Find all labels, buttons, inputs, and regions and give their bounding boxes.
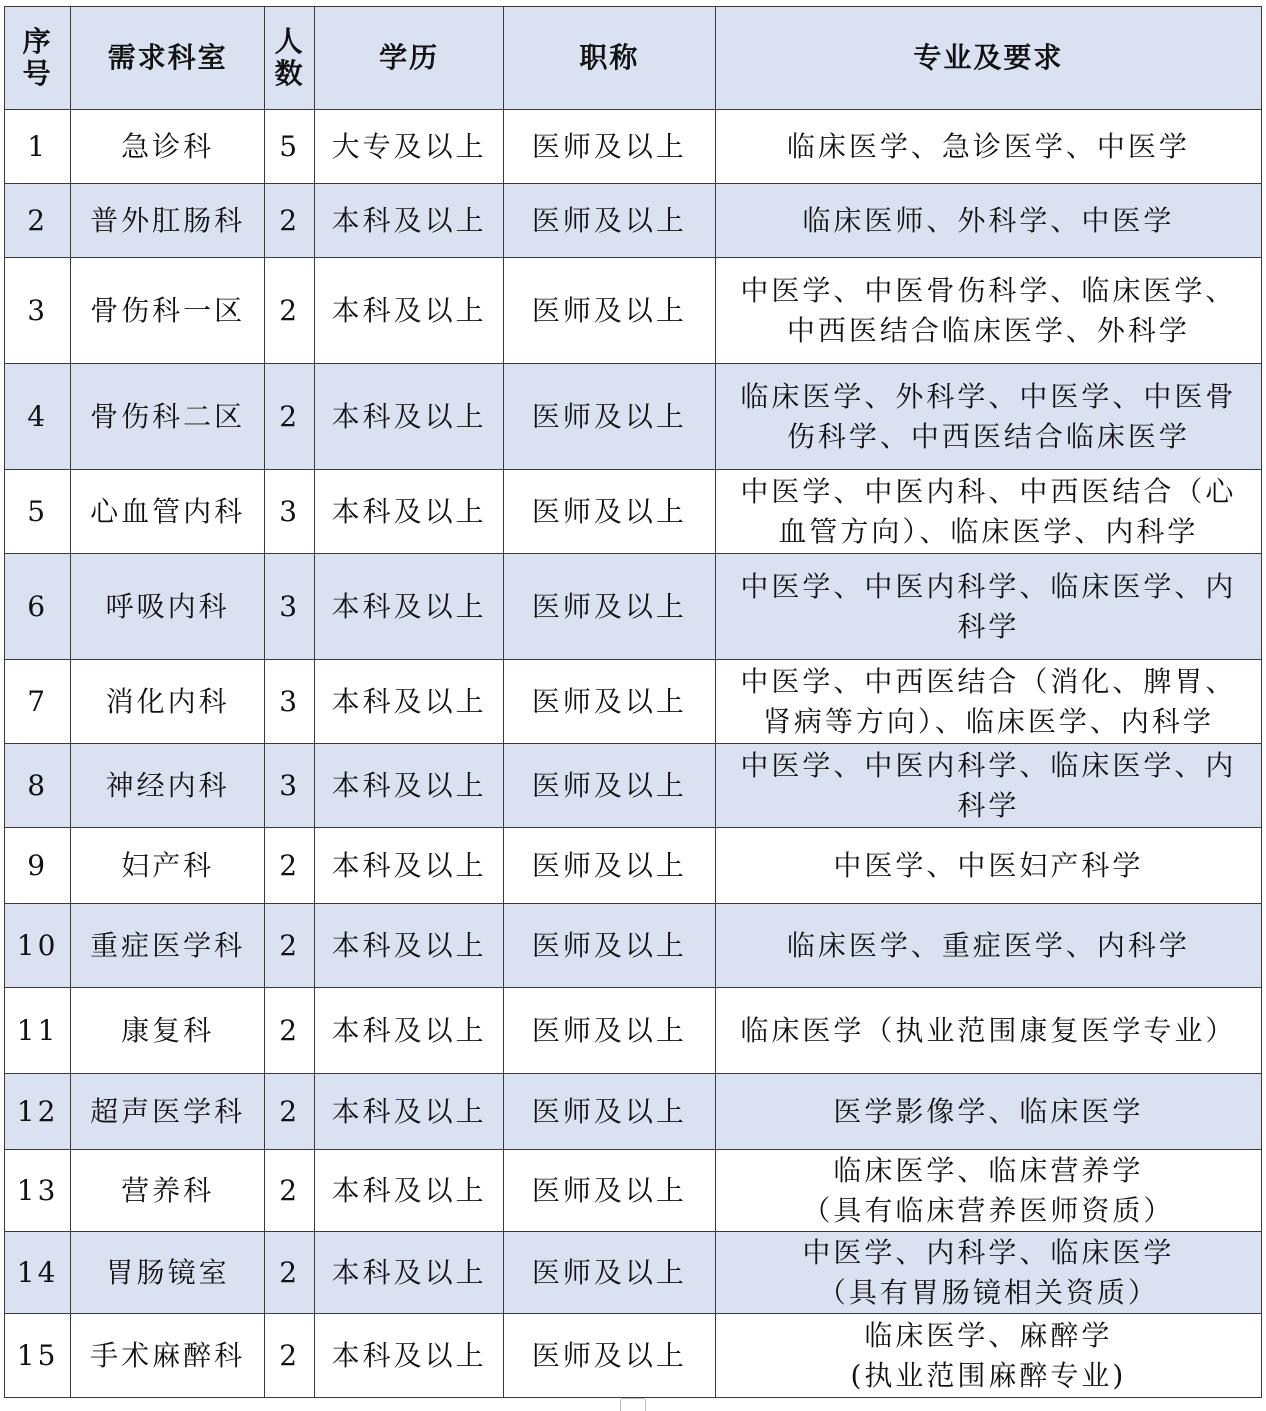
dept-cell: 康复科 (71, 988, 265, 1074)
table-row (5, 1232, 1262, 1314)
major-line: 中医学、中西医结合（消化、脾胃、 (740, 664, 1237, 698)
major-line: 伤科学、中西医结合临床医学 (786, 419, 1190, 453)
education-cell: 本科及以上 (315, 1314, 504, 1398)
row-index-cell: 2 (5, 184, 71, 258)
count-cell: 3 (265, 744, 315, 828)
major-line: 医学影像学、临床医学 (833, 1094, 1144, 1128)
education-cell: 本科及以上 (315, 364, 504, 470)
table-row (5, 744, 1262, 828)
dept-cell: 普外肛肠科 (71, 184, 265, 258)
major-line: 中医学、中医妇产科学 (833, 848, 1144, 882)
education-cell: 本科及以上 (315, 988, 504, 1074)
row-index-cell: 7 (5, 660, 71, 744)
row-index-cell: 4 (5, 364, 71, 470)
dept-cell: 呼吸内科 (71, 554, 265, 660)
education-cell: 本科及以上 (315, 904, 504, 988)
count-cell: 3 (265, 554, 315, 660)
row-index-cell: 15 (5, 1314, 71, 1398)
major-cell (715, 554, 1261, 660)
row-index-cell: 8 (5, 744, 71, 828)
title-cell: 医师及以上 (503, 1150, 715, 1232)
major-line: 中医学、中医内科学、临床医学、内 (740, 569, 1237, 603)
education-cell: 本科及以上 (315, 1232, 504, 1314)
title-cell: 医师及以上 (503, 660, 715, 744)
dept-cell: 重症医学科 (71, 904, 265, 988)
title-cell: 医师及以上 (503, 904, 715, 988)
major-cell (715, 744, 1261, 828)
dept-cell: 营养科 (71, 1150, 265, 1232)
major-line: 血管方向）、临床医学、内科学 (778, 514, 1199, 548)
table-row (5, 1150, 1262, 1232)
dept-cell: 消化内科 (71, 660, 265, 744)
title-cell: 医师及以上 (503, 364, 715, 470)
major-line: 临床医学、临床营养学 (833, 1153, 1144, 1187)
header-education: 学历 (315, 7, 504, 110)
major-line: 中医学、中医内科学、临床医学、内 (740, 748, 1237, 782)
count-cell: 2 (265, 1074, 315, 1150)
dept-cell: 神经内科 (71, 744, 265, 828)
education-cell: 本科及以上 (315, 828, 504, 904)
count-cell: 2 (265, 364, 315, 470)
row-index-cell: 10 (5, 904, 71, 988)
major-cell (715, 1232, 1261, 1314)
table-body (5, 110, 1262, 1398)
education-cell: 本科及以上 (315, 184, 504, 258)
table-row (5, 554, 1262, 660)
title-cell: 医师及以上 (503, 554, 715, 660)
major-line: 临床医师、外科学、中医学 (802, 203, 1175, 237)
table-row (5, 904, 1262, 988)
title-cell: 医师及以上 (503, 258, 715, 364)
row-index-cell: 1 (5, 110, 71, 184)
title-cell: 医师及以上 (503, 1314, 715, 1398)
table-row (5, 660, 1262, 744)
dept-cell: 急诊科 (71, 110, 265, 184)
title-cell: 医师及以上 (503, 470, 715, 554)
major-cell (715, 988, 1261, 1074)
education-cell: 本科及以上 (315, 1074, 504, 1150)
major-cell (715, 110, 1261, 184)
major-line: 科学 (957, 609, 1020, 643)
header-index: 序 号 (5, 7, 71, 110)
dept-cell: 妇产科 (71, 828, 265, 904)
education-cell: 大专及以上 (315, 110, 504, 184)
table-row (5, 110, 1262, 184)
header-title: 职称 (503, 7, 715, 110)
count-cell: 3 (265, 660, 315, 744)
row-index-cell: 9 (5, 828, 71, 904)
table-row (5, 258, 1262, 364)
title-cell: 医师及以上 (503, 828, 715, 904)
major-line: 科学 (957, 788, 1020, 822)
title-cell: 医师及以上 (503, 184, 715, 258)
dept-cell: 超声医学科 (71, 1074, 265, 1150)
major-line: 中医学、中医内科、中西医结合（心 (740, 474, 1237, 508)
education-cell: 本科及以上 (315, 554, 504, 660)
recruitment-table (4, 6, 1262, 1398)
count-cell: 2 (265, 904, 315, 988)
count-cell: 2 (265, 1232, 315, 1314)
count-cell: 5 (265, 110, 315, 184)
major-cell (715, 1074, 1261, 1150)
header-count: 人 数 (265, 7, 315, 110)
major-cell (715, 470, 1261, 554)
dept-cell: 心血管内科 (71, 470, 265, 554)
count-cell: 2 (265, 1150, 315, 1232)
count-cell: 2 (265, 258, 315, 364)
dept-cell: 骨伤科一区 (71, 258, 265, 364)
dept-cell: 手术麻醉科 (71, 1314, 265, 1398)
education-cell: 本科及以上 (315, 1150, 504, 1232)
row-index-cell: 6 (5, 554, 71, 660)
count-cell: 3 (265, 470, 315, 554)
row-index-cell: 5 (5, 470, 71, 554)
count-cell: 2 (265, 1314, 315, 1398)
header-row (5, 7, 1262, 110)
major-line: 中医学、中医骨伤科学、临床医学、 (740, 273, 1237, 307)
title-cell: 医师及以上 (503, 744, 715, 828)
title-cell: 医师及以上 (503, 988, 715, 1074)
major-line: 中西医结合临床医学、外科学 (786, 313, 1190, 347)
major-cell (715, 904, 1261, 988)
major-line: 中医学、内科学、临床医学 (802, 1235, 1175, 1269)
header-major: 专业及要求 (715, 7, 1261, 110)
header-dept: 需求科室 (71, 7, 265, 110)
major-cell (715, 660, 1261, 744)
table-row (5, 470, 1262, 554)
dept-cell: 胃肠镜室 (71, 1232, 265, 1314)
major-line: （具有临床营养医师资质） (802, 1193, 1175, 1227)
title-cell: 医师及以上 (503, 1074, 715, 1150)
count-cell: 2 (265, 988, 315, 1074)
major-cell (715, 1314, 1261, 1398)
education-cell: 本科及以上 (315, 660, 504, 744)
major-line: 肾病等方向）、临床医学、内科学 (762, 704, 1214, 738)
title-cell: 医师及以上 (503, 110, 715, 184)
table-row (5, 184, 1262, 258)
table-row (5, 988, 1262, 1074)
table-row (5, 1314, 1262, 1398)
major-line: (执业范围麻醉专业) (850, 1358, 1127, 1392)
dept-cell: 骨伤科二区 (71, 364, 265, 470)
major-line: 临床医学、重症医学、内科学 (786, 928, 1190, 962)
row-index-cell: 12 (5, 1074, 71, 1150)
major-cell (715, 828, 1261, 904)
table-row (5, 1074, 1262, 1150)
row-index-cell: 3 (5, 258, 71, 364)
row-index-cell: 13 (5, 1150, 71, 1232)
education-cell: 本科及以上 (315, 470, 504, 554)
major-cell (715, 1150, 1261, 1232)
count-cell: 2 (265, 184, 315, 258)
education-cell: 本科及以上 (315, 744, 504, 828)
major-line: 临床医学（执业范围康复医学专业） (740, 1013, 1237, 1047)
table-row (5, 828, 1262, 904)
major-cell (715, 364, 1261, 470)
row-index-cell: 11 (5, 988, 71, 1074)
major-line: 临床医学、外科学、中医学、中医骨 (740, 379, 1237, 413)
major-line: （具有胃肠镜相关资质） (817, 1275, 1159, 1309)
education-cell: 本科及以上 (315, 258, 504, 364)
title-cell: 医师及以上 (503, 1232, 715, 1314)
major-cell (715, 184, 1261, 258)
page-edge-mark (620, 1398, 646, 1411)
major-line: 临床医学、急诊医学、中医学 (786, 129, 1190, 163)
count-cell: 2 (265, 828, 315, 904)
row-index-cell: 14 (5, 1232, 71, 1314)
table-row (5, 364, 1262, 470)
major-cell (715, 258, 1261, 364)
major-line: 临床医学、麻醉学 (864, 1318, 1113, 1352)
